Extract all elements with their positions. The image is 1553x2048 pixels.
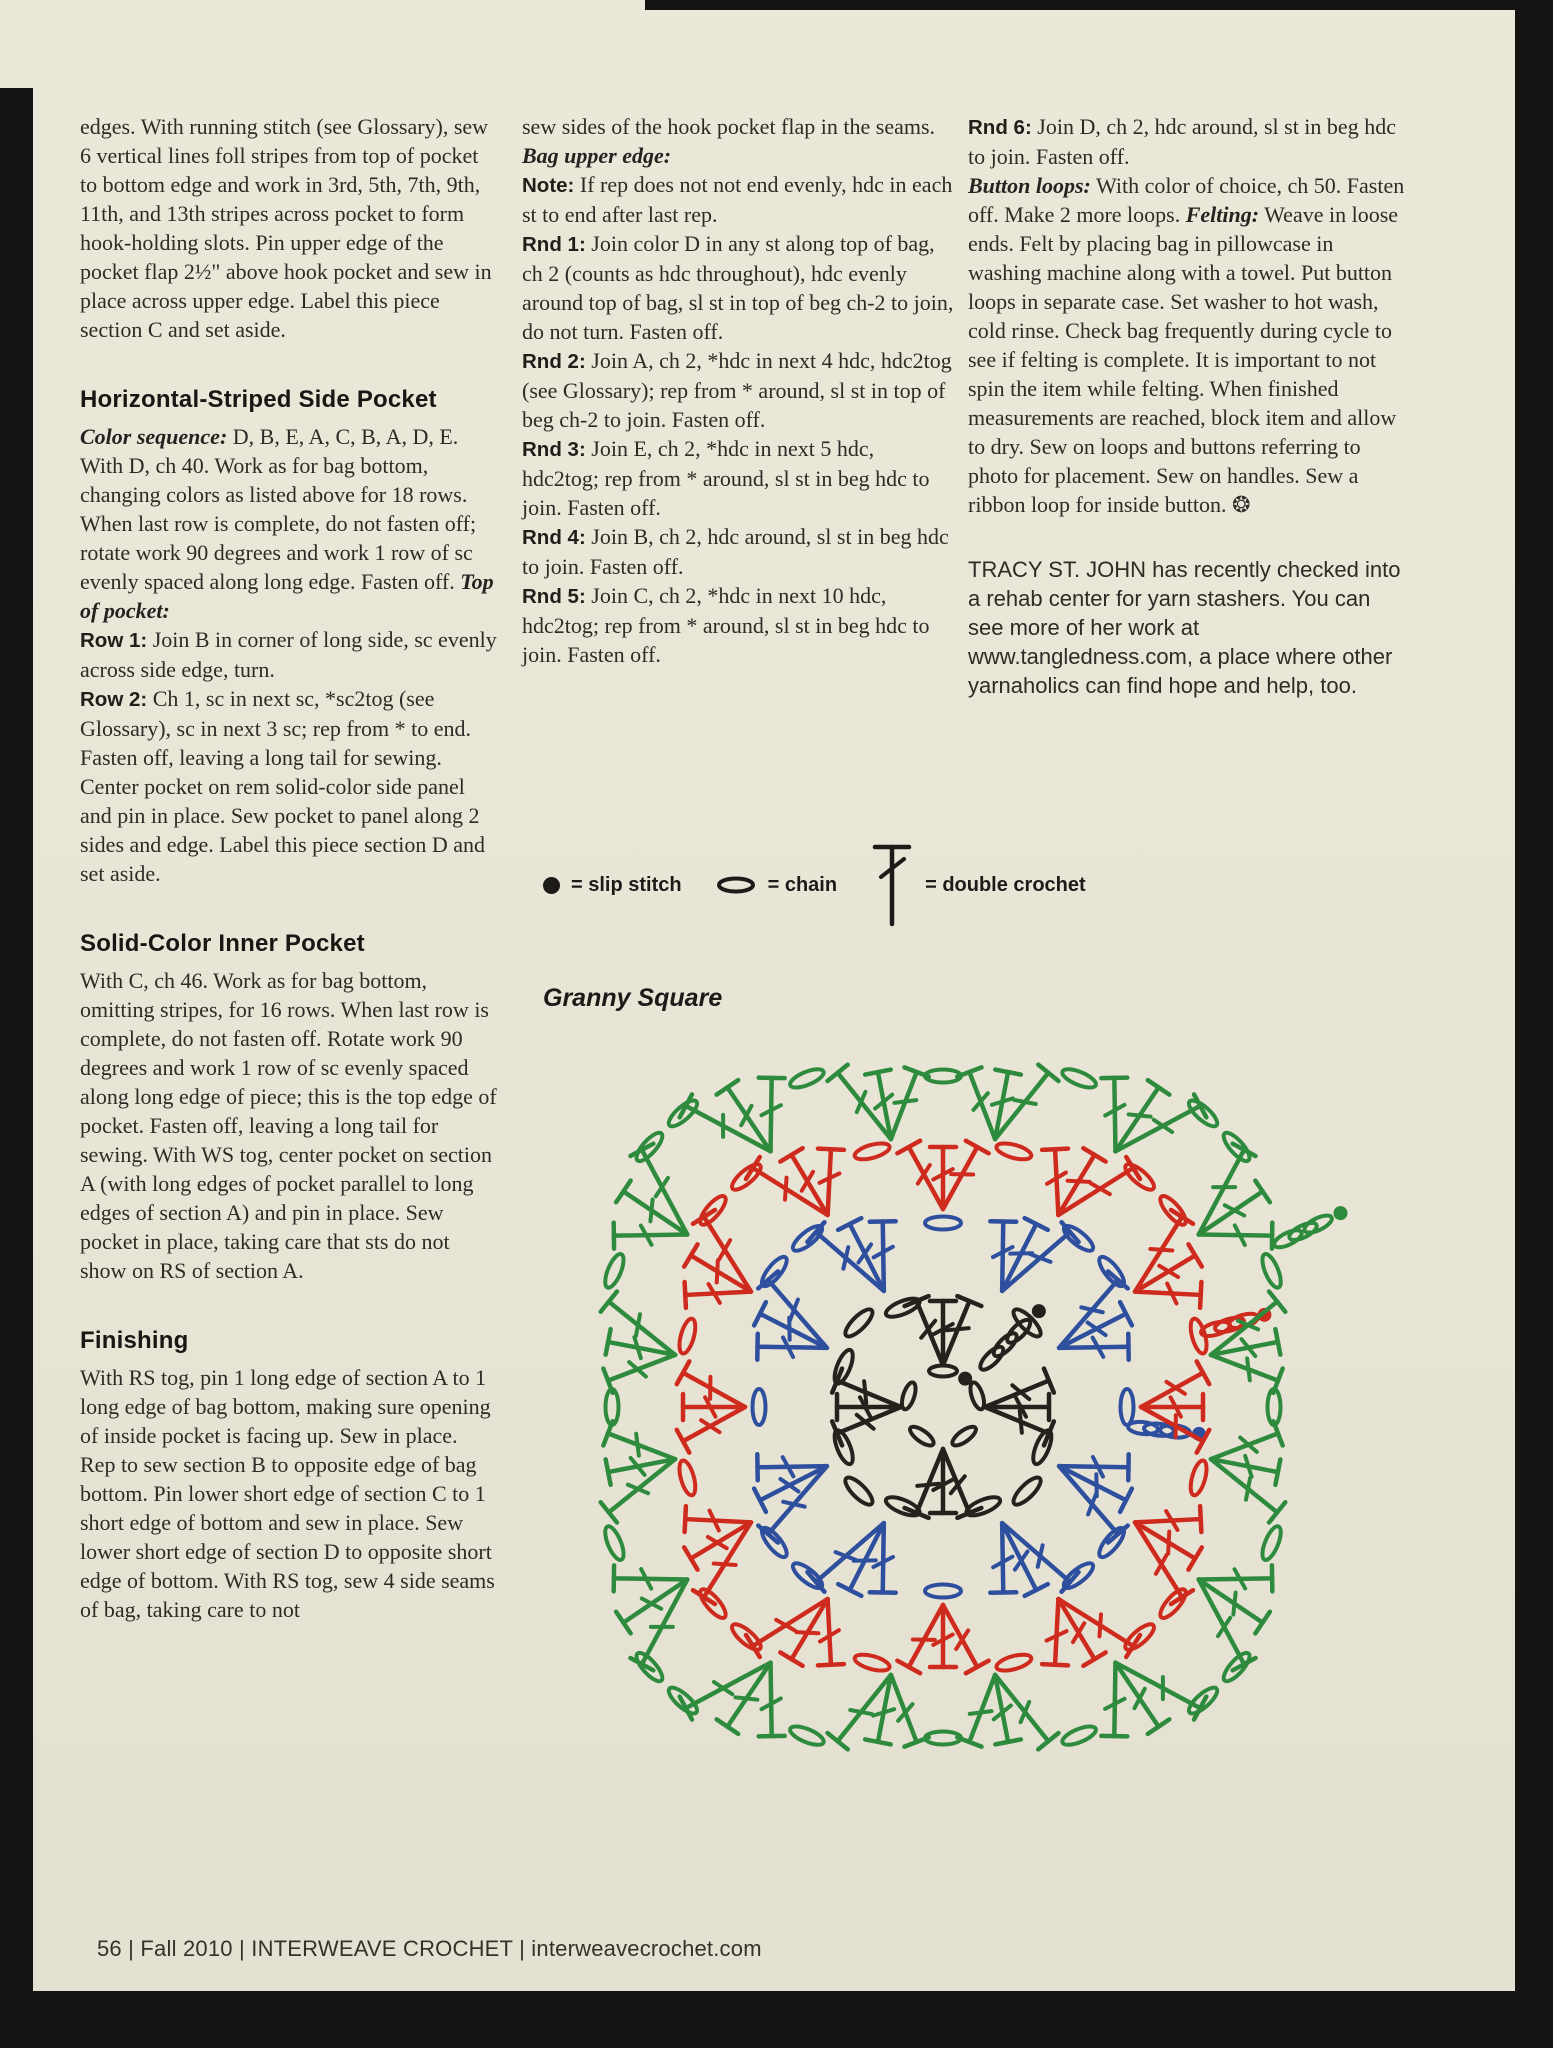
scan-edge-bottom [0, 1991, 1553, 2048]
diagram-title: Granny Square [543, 984, 723, 1012]
scan-edge-top [645, 0, 1553, 10]
chain-icon [714, 874, 758, 896]
body-paragraph: With C, ch 46. Work as for bag bottom, omitting stripes, for 16 rows. When last row is complete, do not fasten off. Rotate work 90 degrees and work 1 row of sc evenly spaced along long edge of piece; this is the top edge of pocket. Fasten off, leaving a long tail for sewing. With WS tog, center pocket on section A (with long edges of pocket parallel to long edges of section A) and pin in place. Sew pocket in place, taking care that sts do not show on RS of section A. [80, 968, 497, 1283]
body-paragraph: Row 1: Join B in corner of long side, sc evenly across side edge, turn. [80, 627, 497, 682]
double-crochet-icon [869, 840, 915, 930]
scan-edge-left [0, 88, 33, 2048]
page-footer: 56 | Fall 2010 | INTERWEAVE CROCHET | interweavecrochet.com [97, 1936, 762, 1961]
column-middle [522, 112, 955, 669]
section-heading: Finishing [80, 1327, 189, 1354]
double-crochet-label: = double crochet [925, 873, 1086, 896]
author-bio: TRACY ST. JOHN has recently checked into a rehab center for yarn stashers. You can see more of her work at www.tangledness.com, a place where other yarnaholics can find hope and help, too. [968, 557, 1401, 698]
body-paragraph: Rnd 4: Join B, ch 2, hdc around, sl st in beg hdc to join. Fasten off. [522, 524, 949, 579]
stitch-legend [543, 840, 1118, 930]
body-paragraph: Note: If rep does not not end evenly, hdc in each st to end after last rep. [522, 172, 953, 227]
body-paragraph: Center pocket on rem solid-color side panel and pin in place. Sew pocket to panel along 2 sides and edge. Label this piece section D and set aside. [80, 774, 486, 886]
section-heading: Solid-Color Inner Pocket [80, 930, 365, 957]
body-paragraph: edges. With running stitch (see Glossary), sew 6 vertical lines foll stripes from top of pocket to bottom edge and work in 3rd, 5th, 7th, 9th, 11th, and 13th stripes across pocket to form hook-holding slots. Pin upper edge of the pocket flap 2½" above hook pocket and sew in place across upper edge. Label this piece section C and set aside. [80, 114, 492, 342]
body-paragraph: Rnd 5: Join C, ch 2, *hdc in next 10 hdc, hdc2tog; rep from * around, sl st in beg hdc to join. Fasten off. [522, 583, 930, 667]
body-paragraph: Row 2: Ch 1, sc in next sc, *sc2tog (see Glossary), sc in next 3 sc; rep from * to end. Fasten off, leaving a long tail for sewing. [80, 686, 472, 770]
granny-square-diagram [528, 1002, 1358, 1822]
body-paragraph: With RS tog, pin 1 long edge of section A to 1 long edge of bag bottom, making sure opening of inside pocket is facing up. Sew in place. Rep to sew section B to opposite edge of bag bottom. Pin lower short edge of section C to 1 short edge of bottom and sew in place. Sew lower short edge of section D to opposite short edge of bottom. With RS tog, sew 4 side seams of bag, taking care to not [80, 1365, 495, 1622]
section-heading: Horizontal-Striped Side Pocket [80, 386, 437, 413]
scan-edge-right [1515, 0, 1553, 2048]
column-left [80, 112, 498, 1624]
body-paragraph: Rnd 1: Join color D in any st along top of bag, ch 2 (counts as hdc throughout), hdc evenly around top of bag, sl st in top of beg ch-2 to join, do not turn. Fasten off. [522, 231, 954, 344]
body-paragraph: sew sides of the hook pocket flap in the seams. Bag upper edge: [522, 114, 936, 168]
slip-stitch-icon [543, 877, 560, 894]
body-paragraph: Color sequence: D, B, E, A, C, B, A, D, E. With D, ch 40. Work as for bag bottom, changing colors as listed above for 18 rows. When last row is complete, do not fasten off; rotate work 90 degrees and work 1 row of sc evenly spaced along long edge. Fasten off. Top of pocket: [80, 424, 494, 623]
body-paragraph: Rnd 3: Join E, ch 2, *hdc in next 5 hdc, hdc2tog; rep from * around, sl st in beg hdc to join. Fasten off. [522, 436, 930, 520]
body-paragraph: Rnd 6: Join D, ch 2, hdc around, sl st in beg hdc to join. Fasten off. [968, 114, 1396, 169]
slip-stitch-label: = slip stitch [571, 873, 682, 896]
column-right [968, 112, 1411, 700]
body-paragraph: Rnd 2: Join A, ch 2, *hdc in next 4 hdc, hdc2tog (see Glossary); rep from * around, sl st in top of beg ch-2 to join. Fasten off. [522, 348, 952, 432]
body-paragraph: Button loops: With color of choice, ch 50. Fasten off. Make 2 more loops. Felting: Weave in loose ends. Felt by placing bag in pillowcase in washing machine along with a towel. Put button loops in separate case. Set washer to hot wash, cold rinse. Check bag frequently during cycle to see if felting is complete. It is important to not spin the item while felting. When finished measurements are reached, block item and allow to dry. Sew on loops and buttons referring to photo for placement. Sew on handles. Sew a ribbon loop for inside button. ❂ [968, 173, 1405, 517]
chain-label: = chain [767, 873, 838, 896]
